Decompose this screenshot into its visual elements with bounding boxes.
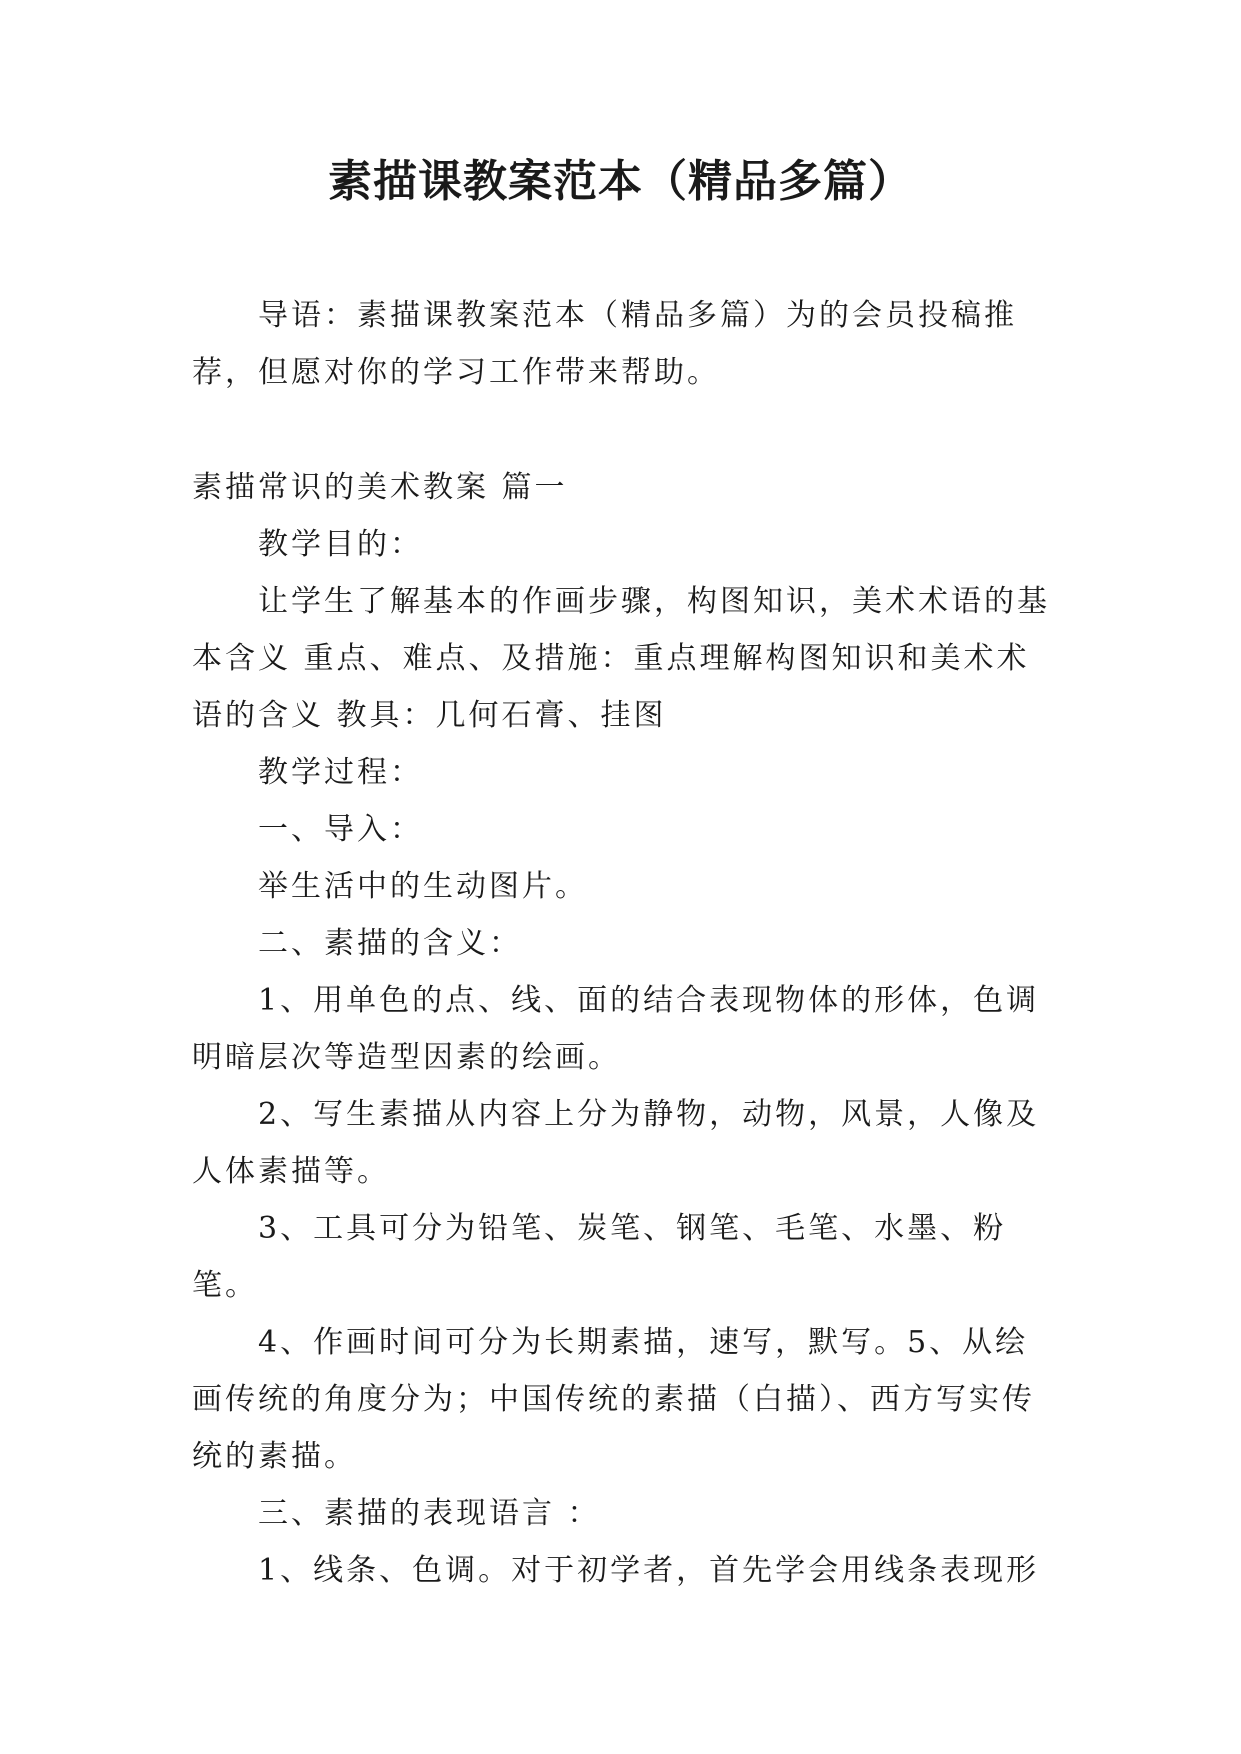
intro-paragraph: 导语：素描课教案范本（精品多篇）为的会员投稿推荐，但愿对你的学习工作带来帮助。 xyxy=(192,298,1017,390)
paragraph: 教学过程： xyxy=(258,755,423,790)
paragraph: 举生活中的生动图片。 xyxy=(258,869,588,904)
paragraph: 1、用单色的点、线、面的结合表现物体的形体，色调明暗层次等造型因素的绘画。 xyxy=(192,983,1040,1075)
paragraph: 一、导入： xyxy=(258,812,423,847)
paragraph: 教学目的： xyxy=(258,527,423,562)
paragraph: 2、写生素描从内容上分为静物，动物，风景，人像及人体素描等。 xyxy=(192,1097,1040,1189)
paragraph: 3、工具可分为铅笔、炭笔、钢笔、毛笔、水墨、粉笔。 xyxy=(192,1211,1007,1303)
paragraph: 让学生了解基本的作画步骤，构图知识，美术术语的基本含义 重点、难点、及措施：重点理解构图知识和美术术语的含义 教具：几何石膏、挂图 xyxy=(192,584,1050,733)
section-heading: 素描常识的美术教案 篇一 xyxy=(192,470,568,505)
document-title: 素描课教案范本（精品多篇） xyxy=(328,156,913,207)
paragraph: 二、素描的含义： xyxy=(258,926,522,961)
document-body xyxy=(192,459,1052,1599)
paragraph: 三、素描的表现语言 ： xyxy=(258,1496,601,1531)
paragraph: 4、作画时间可分为长期素描，速写，默写。5、从绘画传统的角度分为；中国传统的素描（白描）、西方写实传统的素描。 xyxy=(192,1325,1035,1474)
paragraph: 1、线条、色调。对于初学者，首先学会用线条表现形 xyxy=(258,1553,1040,1588)
